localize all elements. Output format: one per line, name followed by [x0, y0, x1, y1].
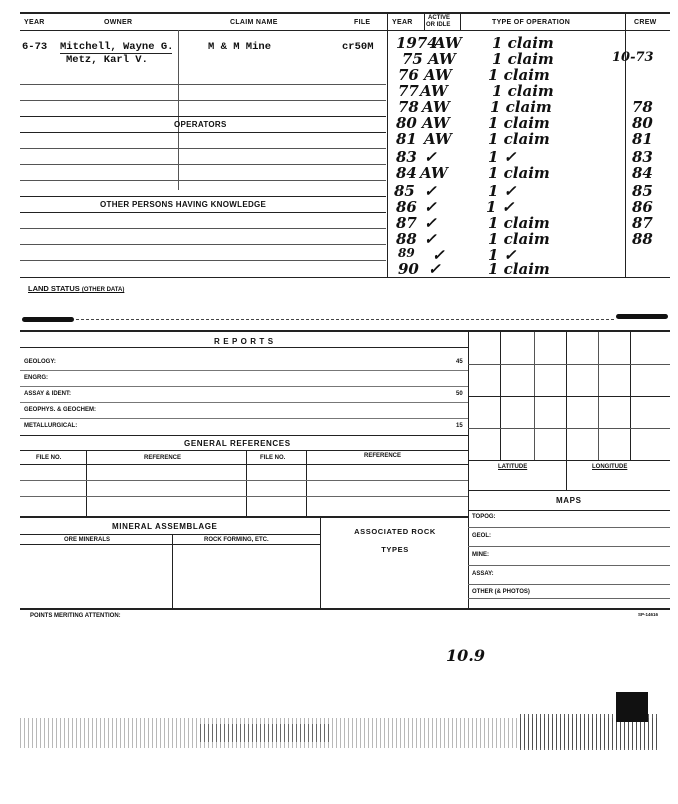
report-label: GEOLOGY: [24, 359, 56, 365]
gen-ref-file-no-2: FILE NO. [260, 455, 286, 461]
section-operators: OPERATORS [174, 120, 227, 129]
map-row: GEOL: [472, 533, 491, 539]
activity-op: 1 claim [490, 98, 552, 116]
header-year-2: YEAR [392, 19, 413, 26]
activity-row [392, 82, 674, 98]
gen-ref-file-no: FILE NO. [36, 455, 62, 461]
header-type-of-operation: TYPE OF OPERATION [492, 19, 571, 26]
activity-op: 1 claim [488, 230, 550, 248]
activity-year: 75 [402, 50, 423, 68]
report-row [24, 405, 468, 419]
activity-op: 1 claim [492, 82, 554, 100]
activity-status: ✓ [424, 198, 437, 216]
report-num: 15 [456, 423, 463, 429]
land-status-sub: (OTHER DATA) [81, 287, 125, 293]
associated-rock-types-label: ASSOCIATED ROCK TYPES [354, 527, 436, 554]
activity-op: 1 ✓ [488, 182, 517, 200]
report-num: 45 [456, 359, 463, 365]
longitude-label: LONGITUDE [592, 464, 628, 470]
activity-year: 76 [398, 66, 419, 84]
activity-row [392, 198, 674, 214]
activity-op: 1 claim [488, 66, 550, 84]
activity-crew: 85 [632, 182, 653, 200]
activity-status: AW [420, 82, 448, 100]
activity-op: 1 claim [488, 164, 550, 182]
header-file: FILE [354, 19, 371, 26]
activity-year: 86 [396, 198, 417, 216]
section-associated-rock-types [340, 521, 450, 557]
activity-op: 1 ✓ [488, 148, 517, 166]
activity-row [392, 130, 674, 146]
activity-year: 83 [396, 148, 417, 166]
map-row: OTHER (& PHOTOS) [472, 589, 530, 595]
activity-row [392, 164, 674, 180]
activity-crew: 88 [632, 230, 653, 248]
header-year: YEAR [24, 19, 45, 26]
activity-row [392, 214, 674, 230]
rock-forming: ROCK FORMING, ETC. [204, 537, 269, 543]
report-label: GEOPHYS. & GEOCHEM: [24, 407, 97, 413]
report-label: ENGRG: [24, 375, 48, 381]
section-general-references: GENERAL REFERENCES [184, 439, 291, 448]
section-other-persons: OTHER PERSONS HAVING KNOWLEDGE [100, 200, 267, 209]
report-row [24, 357, 468, 371]
activity-op: 1 claim [492, 50, 554, 68]
header-crew: CREW [634, 19, 657, 26]
activity-row [392, 260, 674, 276]
activity-year: 87 [396, 214, 417, 232]
activity-crew: 78 [632, 98, 653, 116]
activity-year: 77 [398, 82, 419, 100]
report-row [24, 421, 468, 435]
activity-status: AW [434, 34, 462, 52]
activity-year: 1974 [396, 34, 438, 52]
activity-year: 89 [398, 246, 415, 260]
points-meriting-attention: POINTS MERITING ATTENTION: [30, 613, 121, 619]
activity-status: ✓ [424, 148, 437, 166]
activity-op: 1 claim [488, 214, 550, 232]
activity-status: AW [424, 130, 452, 148]
activity-op: 1 claim [488, 114, 550, 132]
activity-status: ✓ [424, 214, 437, 232]
activity-op: 1 claim [488, 130, 550, 148]
activity-log [392, 32, 674, 278]
record-owner-1: Mitchell, Wayne G. [60, 41, 174, 53]
activity-row [392, 148, 674, 164]
activity-op: 1 ✓ [488, 246, 517, 264]
activity-status: ✓ [432, 246, 445, 264]
activity-status: AW [428, 50, 456, 68]
gen-ref-reference-2: REFERENCE [364, 453, 402, 459]
activity-status: AW [422, 114, 450, 132]
activity-row [392, 182, 674, 198]
record-file: cr50M [342, 41, 374, 53]
activity-year: 85 [394, 182, 415, 200]
activity-crew: 87 [632, 214, 653, 232]
activity-row [392, 98, 674, 114]
activity-status: ✓ [424, 182, 437, 200]
activity-op: 1 claim [488, 260, 550, 278]
map-row: ASSAY: [472, 571, 494, 577]
header-active: ACTIVE [428, 15, 451, 21]
record-year: 6-73 [22, 41, 48, 53]
activity-crew: 80 [632, 114, 653, 132]
report-row [24, 373, 468, 387]
header-owner: OWNER [104, 19, 133, 26]
section-mineral-assemblage: MINERAL ASSEMBLAGE [112, 522, 218, 531]
activity-op: 1 ✓ [486, 198, 515, 216]
activity-status: ✓ [424, 230, 437, 248]
activity-crew: 81 [632, 130, 653, 148]
record-crew-note: 10-73 [612, 50, 654, 65]
activity-year: 78 [398, 98, 419, 116]
activity-row [392, 114, 674, 130]
latitude-label: LATITUDE [498, 464, 528, 470]
map-row: TOPOG: [472, 514, 496, 520]
record-owner-2: Metz, Karl V. [66, 54, 148, 66]
map-row: MINE: [472, 552, 489, 558]
activity-year: 81 [396, 130, 417, 148]
section-maps: MAPS [556, 496, 582, 505]
activity-year: 80 [396, 114, 417, 132]
form-number: SP-14616 [638, 612, 659, 617]
activity-row [392, 50, 674, 66]
section-land-status [28, 284, 124, 293]
ore-minerals: ORE MINERALS [64, 537, 111, 543]
land-status-label: LAND STATUS [28, 284, 80, 293]
section-reports: R E P O R T S [214, 337, 274, 346]
activity-op: 1 claim [492, 34, 554, 52]
record-claim-name: M & M Mine [208, 41, 272, 53]
activity-status: AW [424, 66, 452, 84]
report-row [24, 389, 468, 403]
activity-year: 84 [396, 164, 417, 182]
activity-row [392, 66, 674, 82]
activity-crew: 86 [632, 198, 653, 216]
gen-ref-reference: REFERENCE [144, 455, 182, 461]
report-num: 50 [456, 391, 463, 397]
activity-year: 90 [398, 260, 419, 278]
report-label: METALLURGICAL: [24, 423, 78, 429]
activity-status: ✓ [428, 260, 441, 278]
activity-status: AW [420, 164, 448, 182]
report-label: ASSAY & IDENT: [24, 391, 72, 397]
header-or-idle: OR IDLE [426, 22, 451, 28]
activity-row [392, 230, 674, 246]
activity-row [392, 34, 674, 50]
activity-crew: 83 [632, 148, 653, 166]
handwritten-footnote: 10.9 [446, 646, 485, 665]
scan-blot [616, 692, 648, 722]
activity-crew: 84 [632, 164, 653, 182]
header-claim-name: CLAIM NAME [230, 19, 278, 26]
activity-year: 88 [396, 230, 417, 248]
activity-status: AW [422, 98, 450, 116]
